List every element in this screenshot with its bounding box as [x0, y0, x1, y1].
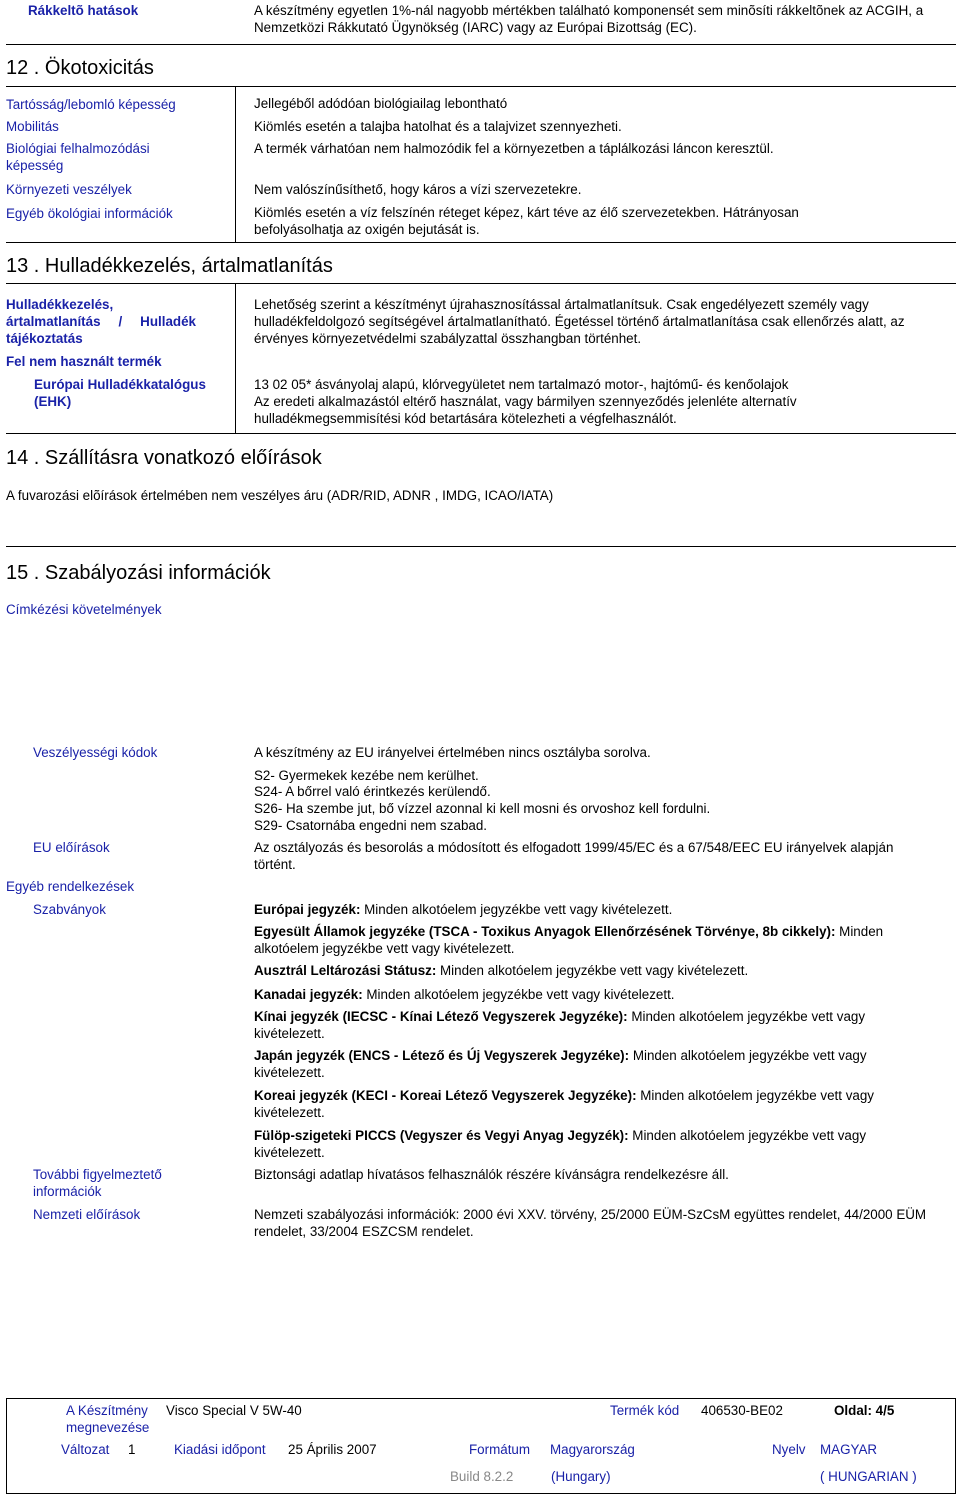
- s15-text-eu: Az osztályozás és besorolás a módosított és elfogadott 1999/45/EC és a 67/548/EEC EU irányelvek alapján történt.: [254, 840, 894, 872]
- footer-version-value: 1: [128, 1442, 136, 1457]
- divider: [6, 44, 956, 45]
- column-divider: [235, 283, 236, 433]
- footer-format-sub: (Hungary): [551, 1469, 611, 1484]
- s15-label-other-provisions: Egyéb rendelkezések: [6, 879, 135, 894]
- inventory-entry: Fülöp-szigeteki PICCS (Vegyszer és Vegyi Anyag Jegyzék): Minden alkotóelem jegyzékbe vett vagy kivételezett.: [254, 1128, 867, 1160]
- s12-label-bioaccumulation: Biológiai felhalmozódási képesség: [6, 141, 150, 173]
- s12-label-env-hazards: Környezeti veszélyek: [6, 182, 132, 197]
- s12-text-other-eco: Kiömlés esetén a víz felszínén réteget képez, kárt téve az élő szervezetekben. Hátrányosan befolyásolhatja az oxigén bejutását is.: [254, 205, 799, 237]
- s15-label-further-warnings: További figyelmeztető információk: [33, 1167, 162, 1199]
- footer-lang-value: MAGYAR: [820, 1442, 878, 1457]
- s13-text-waste: Lehetőség szerint a készítményt újrahasznosítással ártalmatlanítsuk. Csak engedélyezett személy vagy hulladékfeldolgozó segítségével ártalmatlanítható. Égetéssel történő ártalmatlanítása csak ellenőrzés alatt, az érvényes környezetvédelmi szabályzattal összhangban történhet.: [254, 297, 905, 346]
- s12-label-other-eco: Egyéb ökológiai információk: [6, 206, 173, 221]
- footer-product-value: Visco Special V 5W-40: [166, 1403, 302, 1418]
- footer-date-value: 25 Április 2007: [288, 1442, 377, 1457]
- s13-label-unused: Fel nem használt termék: [6, 354, 162, 369]
- footer-page: Oldal: 4/5: [834, 1403, 895, 1418]
- section-12-title: 12 . Ökotoxicitás: [6, 57, 154, 79]
- s13-text-ewc-note: Az eredeti alkalmazástól eltérő használat, vagy bármilyen szennyeződés jelenléte alternatív hulladékmegsemmisítési kód betartására kötelezheti a végfelhasználót.: [254, 394, 797, 426]
- s15-s-phrase: S24- A bőrrel való érintkezés kerülendő.: [254, 784, 491, 799]
- s15-labeling-requirements: Címkézési követelmények: [6, 602, 162, 617]
- footer-code-label: Termék kód: [610, 1403, 680, 1418]
- s12-label-mobility: Mobilitás: [6, 119, 59, 134]
- footer-lang-sub: ( HUNGARIAN ): [820, 1469, 917, 1484]
- footer-build: Build 8.2.2: [450, 1469, 514, 1484]
- inventory-entry: Kanadai jegyzék: Minden alkotóelem jegyzékbe vett vagy kivételezett.: [254, 987, 675, 1002]
- inventory-entry: Japán jegyzék (ENCS - Létező és Új Vegyszerek Jegyzéke): Minden alkotóelem jegyzékbe vett vagy kivételezett.: [254, 1048, 867, 1080]
- s12-text-env-hazards: Nem valószínűsíthető, hogy káros a vízi szervezetekre.: [254, 182, 582, 197]
- inventory-entry: Ausztrál Leltározási Státusz: Minden alkotóelem jegyzékbe vett vagy kivételezett.: [254, 963, 749, 978]
- s15-label-eu: EU előírások: [33, 840, 110, 855]
- s12-text-persistence: Jellegéből adódóan biológiailag lebontható: [254, 96, 508, 111]
- s13-label-ewc: Európai Hulladékkatalógus (EHK): [34, 377, 206, 409]
- s12-text-bioaccumulation: A termék várhatóan nem halmozódik fel a környezetben a táplálkozási láncon keresztül.: [254, 141, 774, 156]
- carcinogenic-label: Rákkeltõ hatások: [28, 3, 139, 18]
- footer-lang-label: Nyelv: [772, 1442, 806, 1457]
- section-14-title: 14 . Szállításra vonatkozó előírások: [6, 447, 322, 469]
- inventory-entry: Kínai jegyzék (IECSC - Kínai Létező Vegyszerek Jegyzéke): Minden alkotóelem jegyzékbe vett vagy kivételezett.: [254, 1009, 866, 1041]
- divider: [6, 86, 956, 87]
- s13-text-ewc-code: 13 02 05* ásványolaj alapú, klórvegyületet nem tartalmazó motor-, hajtómű- és kenőolajok: [254, 377, 789, 392]
- s15-label-national: Nemzeti előírások: [33, 1207, 141, 1222]
- inventory-entry: Egyesült Államok jegyzéke (TSCA - Toxikus Anyagok Ellenőrzésének Törvénye, 8b cikkely): Minden alkotóelem jegyzékbe vett vagy kivételezett.: [254, 924, 884, 956]
- s15-s-phrase: S29- Csatornába engedni nem szabad.: [254, 818, 488, 833]
- inventory-entry: Európai jegyzék: Minden alkotóelem jegyzékbe vett vagy kivételezett.: [254, 902, 673, 917]
- carcinogenic-text: A készítmény egyetlen 1%-nál nagyobb mértékben található komponensét sem minõsíti rákkeltõnek az ACGIH, a Nemzetközi Rákkutató Ügynökség (IARC) vagy az Európai Bizottság (EC).: [254, 3, 924, 35]
- footer-version-label: Változat: [61, 1442, 110, 1457]
- divider: [6, 242, 956, 243]
- s14-text: A fuvarozási elõírások értelmében nem veszélyes áru (ADR/RID, ADNR , IMDG, ICAO/IATA): [6, 488, 554, 503]
- s15-text-further-warnings: Biztonsági adatlap hívatásos felhasználók részére kívánságra rendelkezésre áll.: [254, 1167, 729, 1182]
- s12-label-persistence: Tartósság/lebomló képesség: [6, 97, 176, 112]
- section-15-title: 15 . Szabályozási információk: [6, 562, 271, 584]
- s15-label-hazard-codes: Veszélyességi kódok: [33, 745, 158, 760]
- s15-text-hazard-codes: A készítmény az EU irányelvei értelmében nincs osztályba sorolva.: [254, 745, 651, 760]
- s15-text-national: Nemzeti szabályozási információk: 2000 évi XXV. törvény, 25/2000 EÜM-SzCsM együttes rendelet, 44/2000 EÜM rendelet, 33/2004 ESZCSM rendelet.: [254, 1207, 927, 1239]
- inventory-entry: Koreai jegyzék (KECI - Koreai Létező Vegyszerek Jegyzéke): Minden alkotóelem jegyzékbe vett vagy kivételezett.: [254, 1088, 874, 1120]
- s13-label-waste: Hulladékkezelés, ártalmatlanítás / Hulladék tájékoztatás: [6, 297, 196, 346]
- s12-text-mobility: Kiömlés esetén a talajba hatolhat és a talajvizet szennyezheti.: [254, 119, 622, 134]
- footer-format-value: Magyarország: [550, 1442, 635, 1457]
- divider: [6, 283, 956, 284]
- s15-s-phrase: S26- Ha szembe jut, bő vízzel azonnal ki kell mosni és orvoshoz kell fordulni.: [254, 801, 711, 816]
- s15-label-standards: Szabványok: [33, 902, 106, 917]
- column-divider: [235, 86, 236, 242]
- footer-date-label: Kiadási időpont: [174, 1442, 266, 1457]
- section-13-title: 13 . Hulladékkezelés, ártalmatlanítás: [6, 255, 333, 277]
- footer-product-label: A Készítmény megnevezése: [66, 1403, 150, 1435]
- divider: [6, 546, 956, 547]
- footer-code-value: 406530-BE02: [701, 1403, 783, 1418]
- footer-format-label: Formátum: [469, 1442, 531, 1457]
- s15-s-phrase: S2- Gyermekek kezébe nem kerülhet.: [254, 768, 479, 783]
- divider: [6, 433, 956, 434]
